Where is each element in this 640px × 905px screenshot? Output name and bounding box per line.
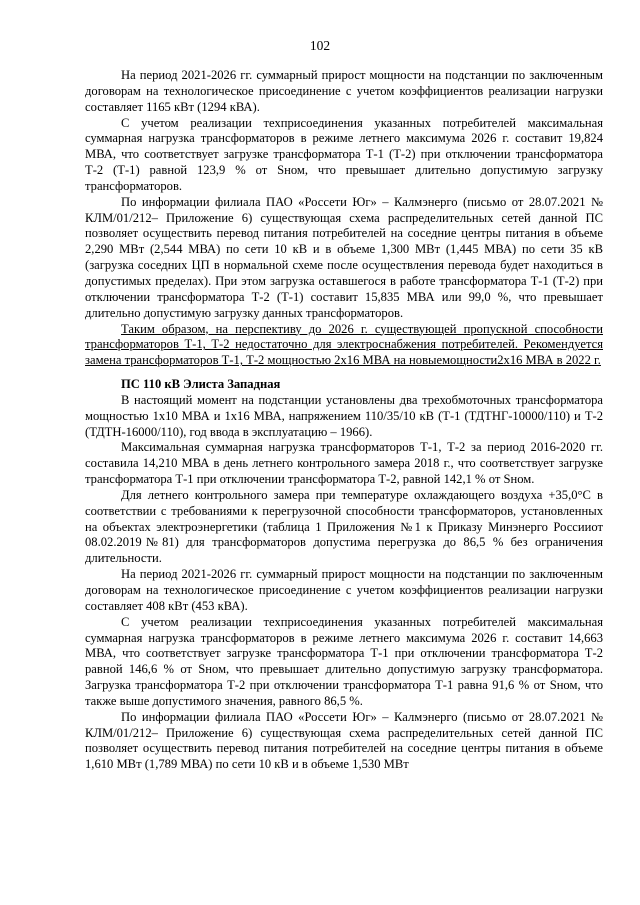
paragraph-overload-capacity: Для летнего контрольного замера при температуре охлаждающего воздуха +35,0°С в соответствии с требованиями к перегрузочной способности трансформаторов, установленных на объектах электроэнергетики (таблица 1 Приложения №1 к Приказу Минэнерго Россииот 08.02.2019№81) для трансформаторов допустима перегрузка до 86,5 % без ограничения длительности. — [85, 487, 603, 566]
page-number: 102 — [309, 38, 331, 53]
paragraph-kalmenergo-transfer-second: По информации филиала ПАО «Россети Юг» – Калмэнерго (письмо от 28.07.2021 № КЛМ/01/212– Приложение 6) существующая схема распределительных сетей данной ПС позволяет осуществить перевод питания потребителей на соседние центры питания в объеме 1,610 МВт (1,789 МВА) по сети 10 кВ и в объеме 1,530 МВт — [85, 709, 603, 772]
paragraph-conclusion: Таким образом, на перспективу до 2026 г. существующей пропускной способности трансформаторов Т-1, Т-2 недостаточно для электроснабжения потребителей. Рекомендуется замена трансформаторов Т-1, Т-2 мощностью 2х16 МВА на новыемощности2х16 МВА в 2022 г. — [85, 321, 603, 368]
paragraph-summer-max-load-second: С учетом реализации техприсоединения указанных потребителей максимальная суммарная нагрузка трансформаторов в режиме летнего максимума 2026 г. составит 14,663 МВА, что соответствует загрузке трансформатора Т-1 при отключении трансформатора Т-2 равной 146,6 % от Sном, что превышает длительно допустимую загрузку трансформатора. Загрузка трансформатора Т-2 при отключении трансформатора Т-1 равна 91,6 % от Sном, что также выше допустимого значения, равного 86,5 %. — [85, 614, 603, 708]
paragraph-installed-transformers: В настоящий момент на подстанции установлены два трехобмоточных трансформатора мощностью 1х10 МВА и 1х16 МВА, напряжением 110/35/10 кВ (Т-1 (ТДТНГ-10000/110) и Т-2 (ТДТН-16000/110), год ввода в эксплуатацию – 1966). — [85, 392, 603, 439]
section-heading-elista-zapadnaya: ПС 110 кВ Элиста Западная — [121, 377, 281, 392]
paragraph-kalmenergo-transfer: По информации филиала ПАО «Россети Юг» – Калмэнерго (письмо от 28.07.2021 № КЛМ/01/212– Приложение 6) существующая схема распределительных сетей данной ПС позволяет осуществить перевод питания потребителей на соседние центры питания в объеме 2,290 МВт (2,544 МВА) по сети 10 кВ и в объеме 1,300 МВт (1,445 МВА) по сети 35 кВ (загрузка соседних ЦП в нормальной схеме после осуществления перевода будет находиться в допустимых пределах). При этом загрузка оставшегося в работе трансформатора Т-1 (Т-2) при отключении трансформатора Т-2 (Т-1) составит 15,835 МВА или 99,0 %, что превышает длительно допустимую загрузку данных трансформаторов. — [85, 194, 603, 320]
page-body — [85, 68, 603, 773]
paragraph-growth-2021-2026: На период 2021-2026 гг. суммарный прирост мощности на подстанции по заключенным договорам на технологическое присоединение с учетом коэффициентов реализации нагрузки составляет 1165 кВт (1294 кВА). — [85, 68, 603, 114]
paragraph-summer-max-load: С учетом реализации техприсоединения указанных потребителей максимальная суммарная нагрузка трансформаторов в режиме летнего максимума 2026 г. составит 19,824 МВА, что соответствует загрузке трансформатора Т-1 (Т-2) при отключении трансформатора Т-2 (Т-1) равной 123,9 % от Sном, что превышает длительно допустимую загрузку трансформаторов. — [85, 115, 603, 193]
paragraph-growth-2021-2026-second: На период 2021-2026 гг. суммарный прирост мощности на подстанции по заключенным договорам на технологическое присоединение с учетом коэффициентов реализации нагрузки составляет 408 кВт (453 кВА). — [85, 567, 603, 613]
paragraph-max-load-2016-2020: Максимальная суммарная нагрузка трансформаторов Т-1, Т-2 за период 2016-2020 гг. составила 14,210 МВА в день летнего контрольного замера 2018 г., что соответствует загрузке трансформатора Т-1 при отключении трансформатора Т-2, равной 142,1 % от Sном. — [85, 440, 603, 487]
